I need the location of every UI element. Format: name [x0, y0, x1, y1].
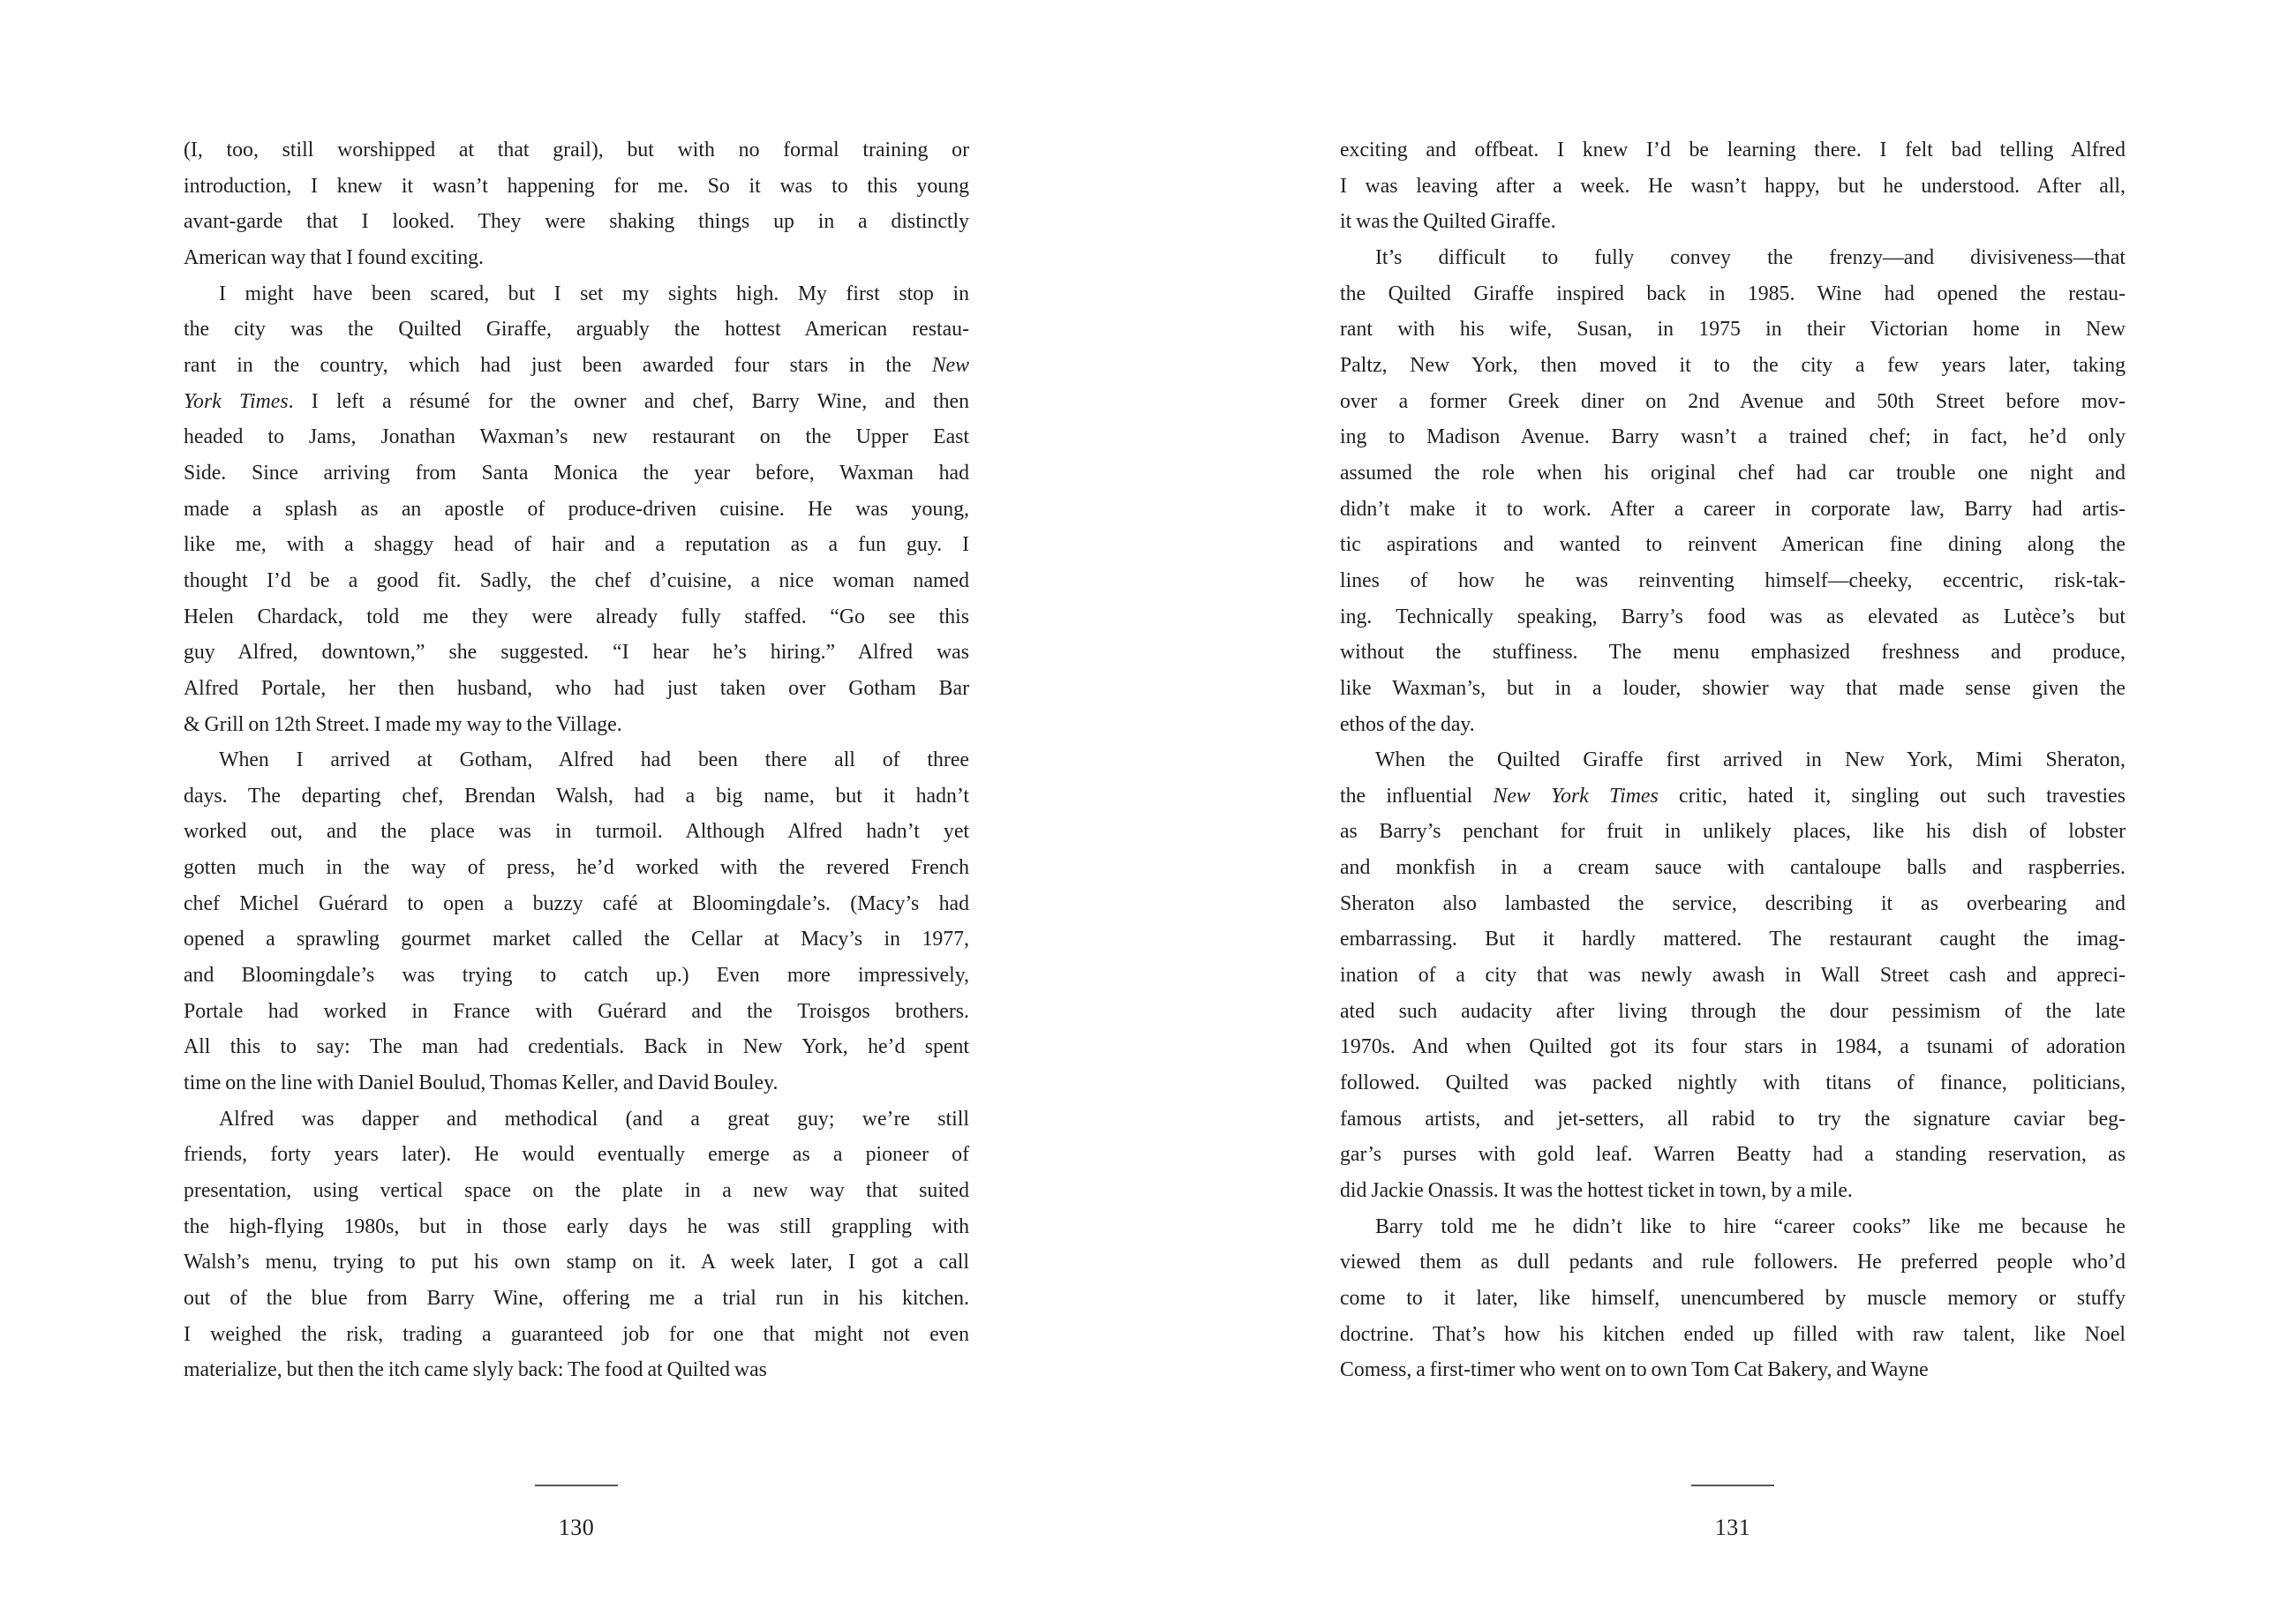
text-line: Alfred was dapper and methodical (and a great guy; we’re still [219, 1107, 969, 1131]
text-line: the influential New York Times critic, hated it, singling out such travesties [1340, 784, 2126, 808]
text-line: it was the Quilted Giraffe. [1340, 210, 1556, 234]
page-left-text [184, 132, 969, 1388]
text-line: Paltz, New York, then moved it to the city a few years later, taking [1340, 353, 2126, 377]
paragraph [184, 132, 969, 276]
paragraph [184, 276, 969, 743]
page-number: 131 [1714, 1515, 1751, 1540]
text-line: doctrine. That’s how his kitchen ended up filled with raw talent, like Noel [1340, 1322, 2126, 1346]
text-line: the city was the Quilted Giraffe, arguably the hottest American restau- [184, 318, 969, 342]
text-line: the Quilted Giraffe inspired back in 1985. Wine had opened the restau- [1340, 282, 2126, 305]
page-right-text [1340, 132, 2126, 1388]
text-line: American way that I found exciting. [184, 245, 484, 269]
text-line: without the stuffiness. The menu emphasized freshness and produce, [1340, 641, 2126, 665]
text-line: & Grill on 12th Street. I made my way to the Village. [184, 712, 622, 736]
text-line: like Waxman’s, but in a louder, showier way that made sense given the [1340, 676, 2126, 700]
text-line: exciting and offbeat. I knew I’d be learning there. I felt bad telling Alfred [1340, 139, 2126, 162]
text-line: gar’s purses with gold leaf. Warren Beatty had a standing reservation, as [1340, 1143, 2126, 1167]
text-line: thought I’d be a good fit. Sadly, the chef d’cuisine, a nice woman named [184, 568, 969, 592]
text-line: did Jackie Onassis. It was the hottest ticket in town, by a mile. [1340, 1179, 1853, 1203]
text-line: When I arrived at Gotham, Alfred had been there all of three [219, 748, 969, 772]
text-line: lines of how he was reinventing himself—cheeky, eccentric, risk-tak- [1340, 568, 2126, 592]
text-line: York Times. I left a résumé for the owner and chef, Barry Wine, and then [184, 389, 969, 413]
text-line: ination of a city that was newly awash in Wall Street cash and appreci- [1340, 964, 2126, 988]
text-line: made a splash as an apostle of produce-driven cuisine. He was young, [184, 497, 969, 521]
text-line: Side. Since arriving from Santa Monica the year before, Waxman had [184, 461, 969, 485]
text-line: famous artists, and jet-setters, all rabid to try the signature caviar beg- [1340, 1107, 2126, 1131]
text-line: guy Alfred, downtown,” she suggested. “I hear he’s hiring.” Alfred was [184, 641, 969, 665]
text-line: out of the blue from Barry Wine, offering me a trial run in his kitchen. [184, 1287, 969, 1310]
text-line: like me, with a shaggy head of hair and a reputation as a fun guy. I [184, 533, 969, 557]
text-line: introduction, I knew it wasn’t happening for me. So it was to this young [184, 174, 969, 198]
text-line: followed. Quilted was packed nightly with titans of finance, politicians, [1340, 1071, 2126, 1095]
text-line: (I, too, still worshipped at that grail), but with no formal training or [184, 139, 969, 162]
text-line: 1970s. And when Quilted got its four stars in 1984, a tsunami of adoration [1340, 1035, 2126, 1059]
text-line: Sheraton also lambasted the service, describing it as overbearing and [1340, 891, 2126, 915]
text-line: and Bloomingdale’s was trying to catch up.) Even more impressively, [184, 964, 969, 988]
text-line: rant in the country, which had just been awarded four stars in the New [184, 353, 969, 377]
text-line: the high-flying 1980s, but in those early days he was still grappling with [184, 1214, 969, 1238]
text-line: When the Quilted Giraffe first arrived in New York, Mimi Sheraton, [1375, 748, 2126, 772]
text-line: materialize, but then the itch came slyly back: The food at Quilted was [184, 1358, 767, 1382]
paragraph [1340, 1209, 2126, 1388]
text-line: embarrassing. But it hardly mattered. The restaurant caught the imag- [1340, 928, 2126, 951]
text-line: It’s difficult to fully convey the frenzy—and divisiveness—that [1375, 245, 2126, 269]
text-line: presentation, using vertical space on the plate in a new way that suited [184, 1179, 969, 1203]
text-line: viewed them as dull pedants and rule followers. He preferred people who’d [1340, 1251, 2126, 1274]
text-line: I was leaving after a week. He wasn’t happy, but he understood. After all, [1340, 174, 2126, 198]
text-line: gotten much in the way of press, he’d worked with the revered French [184, 856, 969, 880]
text-line: ated such audacity after living through the dour pessimism of the late [1340, 999, 2126, 1023]
text-line: assumed the role when his original chef had car trouble one night and [1340, 461, 2126, 485]
paragraph [1340, 742, 2126, 1209]
text-line: tic aspirations and wanted to reinvent American fine dining along the [1340, 533, 2126, 557]
text-line: All this to say: The man had credentials. Back in New York, he’d spent [184, 1035, 969, 1059]
paragraph [184, 1101, 969, 1388]
text-line: as Barry’s penchant for fruit in unlikely places, like his dish of lobster [1340, 820, 2126, 844]
text-line: come to it later, like himself, unencumbered by muscle memory or stuffy [1340, 1287, 2126, 1310]
text-line: ing. Technically speaking, Barry’s food was as elevated as Lutèce’s but [1340, 605, 2126, 628]
text-line: friends, forty years later). He would eventually emerge as a pioneer of [184, 1143, 969, 1167]
text-line: didn’t make it to work. After a career in corporate law, Barry had artis- [1340, 497, 2126, 521]
paragraph [1340, 240, 2126, 742]
text-line: opened a sprawling gourmet market called the Cellar at Macy’s in 1977, [184, 928, 969, 951]
text-line: Helen Chardack, told me they were already fully staffed. “Go see this [184, 605, 969, 628]
text-line: avant-garde that I looked. They were shaking things up in a distinctly [184, 210, 969, 234]
text-line: Alfred Portale, her then husband, who had just taken over Gotham Bar [184, 676, 969, 700]
text-line: headed to Jams, Jonathan Waxman’s new restaurant on the Upper East [184, 425, 969, 449]
text-line: Barry told me he didn’t like to hire “career cooks” like me because he [1375, 1214, 2126, 1238]
text-line: and monkfish in a cream sauce with cantaloupe balls and raspberries. [1340, 856, 2126, 880]
text-line: I weighed the risk, trading a guaranteed job for one that might not even [184, 1322, 969, 1346]
page-right-footer [1340, 1485, 2126, 1541]
text-line: chef Michel Guérard to open a buzzy café at Bloomingdale’s. (Macy’s had [184, 891, 969, 915]
text-line: rant with his wife, Susan, in 1975 in their Victorian home in New [1340, 318, 2126, 342]
text-line: I might have been scared, but I set my sights high. My first stop in [219, 282, 969, 305]
text-line: days. The departing chef, Brendan Walsh, had a big name, but it hadn’t [184, 784, 969, 808]
text-line: Portale had worked in France with Guérard and the Troisgos brothers. [184, 999, 969, 1023]
paragraph [184, 742, 969, 1101]
paragraph [1340, 132, 2126, 240]
text-line: worked out, and the place was in turmoil. Although Alfred hadn’t yet [184, 820, 969, 844]
text-line: over a former Greek diner on 2nd Avenue and 50th Street before mov- [1340, 389, 2126, 413]
page-left-footer [184, 1485, 969, 1541]
text-line: ing to Madison Avenue. Barry wasn’t a trained chef; in fact, he’d only [1340, 425, 2126, 449]
text-line: Walsh’s menu, trying to put his own stamp on it. A week later, I got a call [184, 1251, 969, 1274]
text-line: Comess, a first-timer who went on to own Tom Cat Bakery, and Wayne [1340, 1358, 1929, 1382]
footer-rule [1691, 1485, 1774, 1486]
page-number: 130 [558, 1515, 595, 1540]
footer-rule [535, 1485, 618, 1486]
page-right [1148, 0, 2295, 1624]
text-line: time on the line with Daniel Boulud, Thomas Keller, and David Bouley. [184, 1071, 779, 1095]
text-line: ethos of the day. [1340, 712, 1475, 736]
